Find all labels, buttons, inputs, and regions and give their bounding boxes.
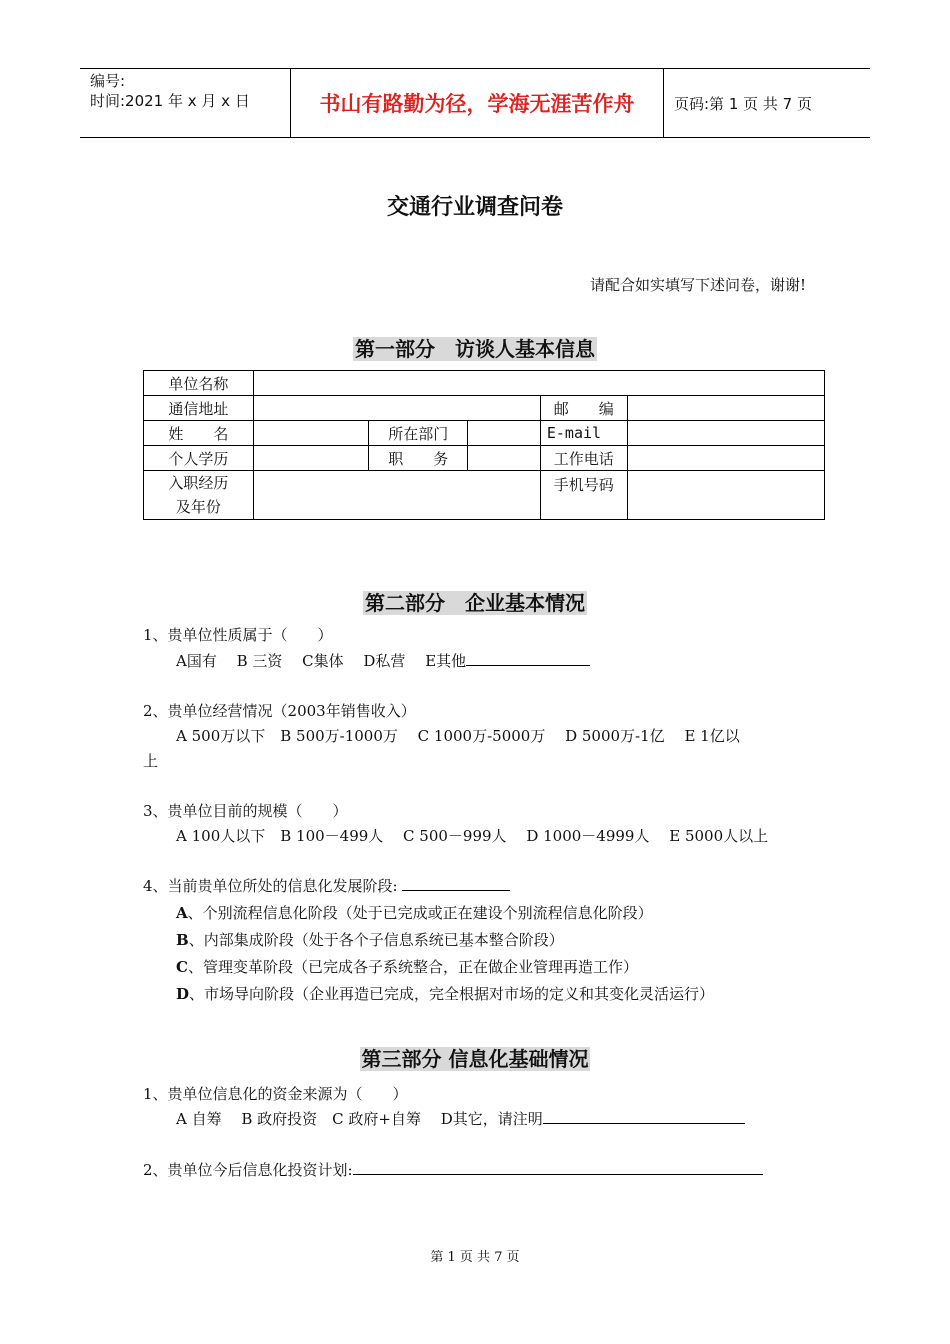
header-motto: 书山有路勤为径，学海无涯苦作舟 <box>291 69 664 137</box>
stage-option-a: A、个别流程信息化阶段（处于已完成或正在建设个别流程信息化阶段） <box>176 904 653 922</box>
stage-option-c: C、管理变革阶段（已完成各子系统整合，正在做企业管理再造工作） <box>176 958 638 976</box>
part1-heading: 第一部分 访谈人基本信息 <box>355 337 595 361</box>
page-title: 交通行业调查问卷 <box>386 195 563 220</box>
p3-question-1-options: A 自筹 B 政府投资 C 政府+自筹 D其它，请注明 <box>176 1107 745 1132</box>
name-label: 姓 名 <box>144 421 254 446</box>
header-page-info: 页码:第 1 页 共 7 页 <box>674 94 812 113</box>
unit-name-field[interactable] <box>253 371 824 396</box>
stage-option-d: D、市场导向阶段（企业再造已完成，完全根据对市场的定义和其变化灵活运行） <box>176 985 715 1003</box>
email-field[interactable] <box>627 421 824 446</box>
page-footer: 第 1 页 共 7 页 <box>430 1250 520 1265</box>
position-field[interactable] <box>468 446 541 471</box>
other-blank[interactable] <box>466 649 590 666</box>
position-label: 职 务 <box>369 446 468 471</box>
number-label: 编号: <box>90 72 126 90</box>
mobile-label: 手机号码 <box>540 471 627 520</box>
address-field[interactable] <box>253 396 540 421</box>
email-label: E-mail <box>540 421 627 446</box>
education-field[interactable] <box>253 446 369 471</box>
header-meta <box>80 69 291 137</box>
table-row <box>144 446 825 471</box>
unit-name-label: 单位名称 <box>144 371 254 396</box>
experience-label: 入职经历 及年份 <box>144 471 254 520</box>
p2-question-1-options: A国有 B 三资 C集体 D私营 E其他 <box>176 649 590 674</box>
p2-question-2-wrap: 上 <box>143 752 159 770</box>
p2-question-2: 2、贵单位经营情况（2003年销售收入） <box>143 702 416 720</box>
education-label: 个人学历 <box>144 446 254 471</box>
stage-blank[interactable] <box>402 874 510 891</box>
p3-question-2: 2、贵单位今后信息化投资计划: <box>143 1158 763 1183</box>
address-label: 通信地址 <box>144 396 254 421</box>
intro-text: 请配合如实填写下述问卷，谢谢! <box>589 276 806 294</box>
table-row <box>144 371 825 396</box>
time-label: 时间:2021 年 x 月 x 日 <box>90 92 250 110</box>
department-label: 所在部门 <box>369 421 468 446</box>
investment-plan-blank[interactable] <box>353 1158 763 1175</box>
experience-field[interactable] <box>253 471 540 520</box>
mobile-field[interactable] <box>627 471 824 520</box>
part2-heading: 第二部分 企业基本情况 <box>365 591 585 615</box>
funding-other-blank[interactable] <box>543 1107 745 1124</box>
name-field[interactable] <box>253 421 369 446</box>
department-field[interactable] <box>468 421 541 446</box>
postcode-label: 邮 编 <box>540 396 627 421</box>
page-header <box>80 68 870 138</box>
p2-question-1: 1、贵单位性质属于（ ） <box>143 626 333 644</box>
postcode-field[interactable] <box>627 396 824 421</box>
stage-option-b: B、内部集成阶段（处于各个子信息系统已基本整合阶段） <box>176 931 564 949</box>
p2-question-3-options: A 100人以下 B 100－499人 C 500－999人 D 1000－4999人 E 5000人以上 <box>176 827 769 845</box>
basic-info-table <box>143 370 825 520</box>
p2-question-3: 3、贵单位目前的规模（ ） <box>143 802 348 820</box>
p2-question-2-options: A 500万以下 B 500万-1000万 C 1000万-5000万 D 5000万-1亿 E 1亿以 <box>176 727 740 745</box>
p2-question-4: 4、当前贵单位所处的信息化发展阶段: <box>143 874 510 899</box>
work-phone-label: 工作电话 <box>540 446 627 471</box>
part3-heading: 第三部分 信息化基础情况 <box>361 1047 589 1071</box>
p3-question-1: 1、贵单位信息化的资金来源为（ ） <box>143 1085 408 1103</box>
work-phone-field[interactable] <box>627 446 824 471</box>
table-row <box>144 421 825 446</box>
table-row <box>144 471 825 520</box>
table-row <box>144 396 825 421</box>
